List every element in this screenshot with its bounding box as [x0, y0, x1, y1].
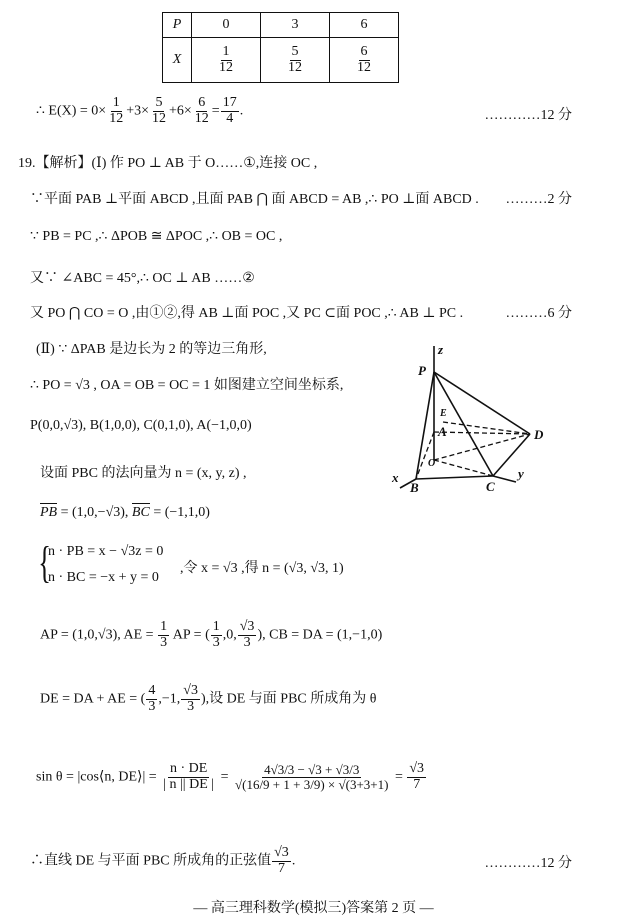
- score-12-a: …………12 分: [484, 108, 572, 123]
- system-brace: {: [38, 538, 51, 587]
- edge-oc: [434, 460, 493, 476]
- table-row: [163, 13, 399, 38]
- q19-line5: 又 PO ⋂ CO = O ,由①②,得 AB ⊥面 POC ,又 PC ⊂面 POC ,∴ AB ⊥ PC .: [30, 306, 464, 321]
- label-a: A: [438, 424, 447, 439]
- table-cell: 3: [261, 13, 330, 38]
- label-p: P: [418, 363, 426, 378]
- q19-title: 19.【解析】(Ⅰ) 作 PO ⊥ AB 于 O……①,连接 OC ,: [18, 156, 318, 171]
- y-axis-ext: [493, 476, 516, 482]
- expectation-line: ∴ E(X) = 0× $\frac{1}{12}$ +3× $\frac{5}{12}$ +6× $\frac{6}{12}$ = $\frac{17}{4}$ .: [36, 95, 244, 126]
- label-o: O: [428, 458, 436, 469]
- label-z: z: [438, 342, 444, 357]
- score-12-b: …………12 分: [484, 856, 572, 871]
- table-row: [163, 38, 399, 83]
- label-b: B: [410, 480, 419, 494]
- table-cell: 6: [330, 13, 399, 38]
- label-y: y: [518, 466, 524, 481]
- system-eq2: n · BC = −x + y = 0: [48, 570, 159, 585]
- score-2: ………2 分: [505, 192, 572, 207]
- edge-pd: [434, 372, 530, 434]
- q19-line2: ∵平面 PAB ⊥平面 ABCD ,且面 PAB ⋂ 面 ABCD = AB ,∴ PO ⊥面 ABCD .: [30, 192, 479, 207]
- label-d: D: [534, 427, 544, 442]
- final-line: ∴直线 DE 与平面 PBC 所成角的正弦值 $\frac{√3}{7}$ .: [30, 845, 296, 876]
- edge-ed: [443, 422, 530, 434]
- q19-line3: ∵ PB = PC ,∴ ΔPOB ≅ ΔPOC ,∴ OB = OC ,: [30, 229, 283, 244]
- table-cell: $\frac{5}{12}$: [261, 38, 330, 83]
- system-eq1: n · PB = x − √3z = 0: [48, 544, 164, 559]
- de-line: DE = DA + AE = ( $\frac{4}{3}$ ,−1, $\frac{√3}{3}$ ),设 DE 与面 PBC 所成角为 θ: [40, 683, 377, 714]
- page-footer: — 高三理科数学(模拟三)答案第 2 页 —: [193, 901, 434, 916]
- edge-bc: [416, 476, 493, 479]
- q19-line6: (Ⅱ) ∵ ΔPAB 是边长为 2 的等边三角形,: [36, 342, 267, 357]
- table-cell: 0: [192, 13, 261, 38]
- table-cell: X: [163, 38, 192, 83]
- label-x: x: [392, 470, 399, 485]
- label-e: E: [440, 408, 447, 419]
- q19-line10: PB = (1,0,−√3), BC = (−1,1,0): [40, 505, 210, 520]
- sin-line: sin θ = |cos⟨n, DE⟩| = $\frac{n \cdot DE}{| n || DE |}$ = $\frac{4√3/3 - √3 + √3/3}{√(16/9 + 1 + 3/9) \times √(3+3+1)}$ = $\frac{√3}{7}$: [36, 761, 425, 792]
- score-6: ………6 分: [505, 306, 572, 321]
- distribution-table: [162, 12, 399, 83]
- edge-cd: [493, 434, 530, 476]
- system-tail: ,令 x = √3 ,得 n = (√3, √3, 1): [180, 561, 344, 576]
- pyramid-figure: [388, 342, 558, 494]
- table-cell: $\frac{1}{12}$: [192, 38, 261, 83]
- table-cell: P: [163, 13, 192, 38]
- q19-line9: 设面 PBC 的法向量为 n = (x, y, z) ,: [40, 466, 247, 481]
- ap-line: AP = (1,0,√3), AE = $\frac{1}{3}$ AP = ( $\frac{1}{3}$ ,0, $\frac{√3}{3}$ ), CB = DA = (1,−1,0): [40, 619, 383, 650]
- label-c: C: [486, 479, 495, 494]
- table-cell: $\frac{6}{12}$: [330, 38, 399, 83]
- q19-line7: ∴ PO = √3 , OA = OB = OC = 1 如图建立空间坐标系,: [30, 378, 344, 393]
- q19-line4: 又∵ ∠ABC = 45°,∴ OC ⊥ AB ……②: [30, 271, 255, 286]
- q19-line8: P(0,0,√3), B(1,0,0), C(0,1,0), A(−1,0,0): [30, 418, 252, 433]
- edge-ab: [416, 432, 434, 479]
